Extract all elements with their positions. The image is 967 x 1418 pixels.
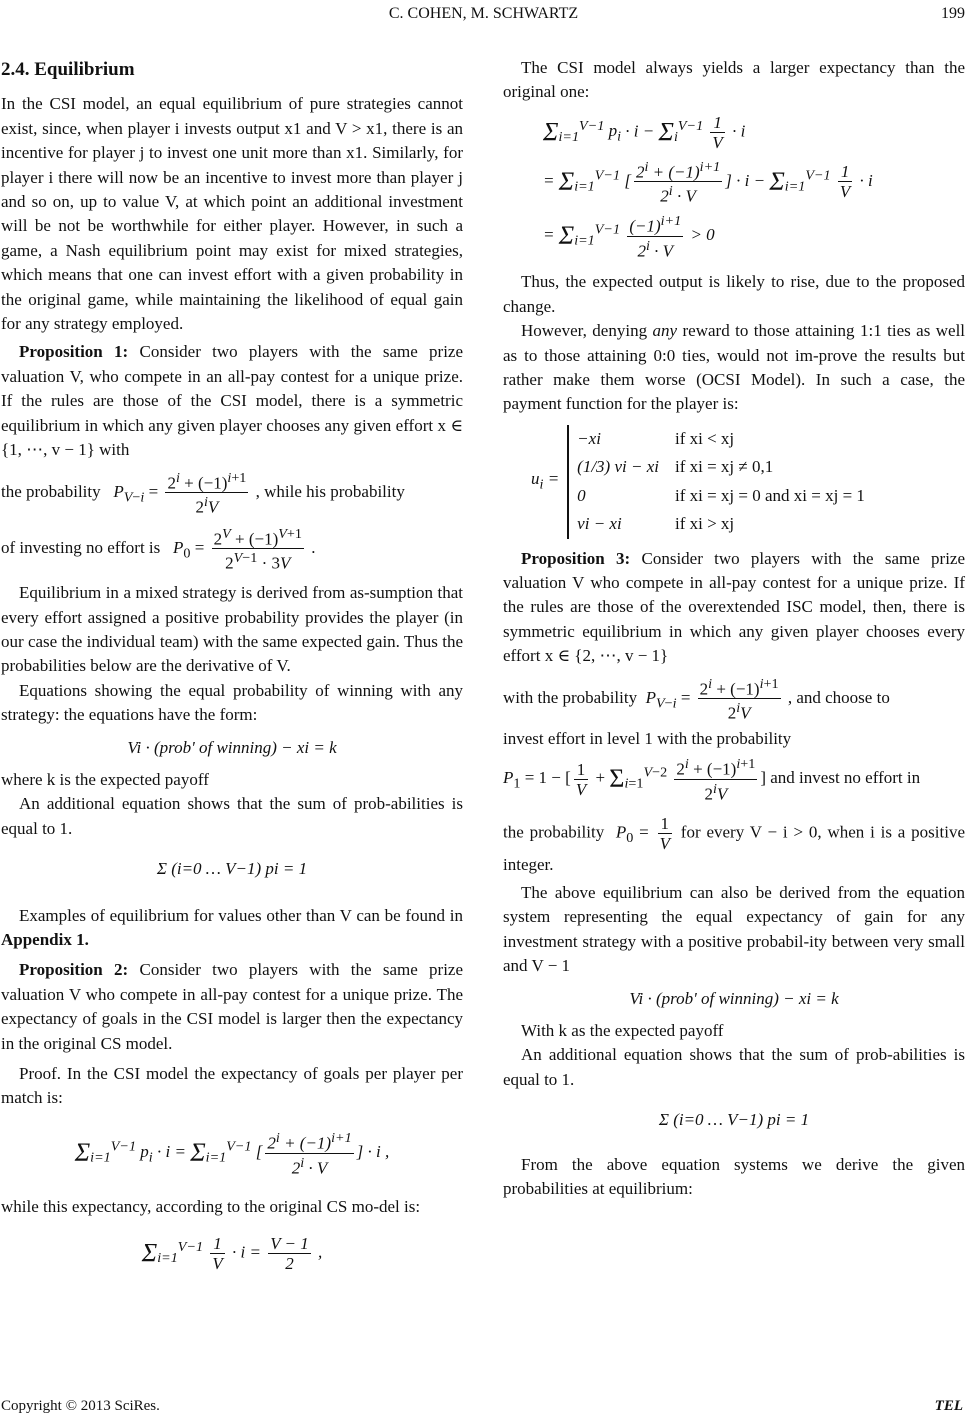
case-condition: if xi > xj xyxy=(674,514,735,534)
paragraph: The above equilibrium can also be derived from the equation system representing the equal expectancy of gain for any investment strategy with a positive probabil-ity between very small and V − 1 xyxy=(503,882,965,976)
proposition-2 xyxy=(1,958,463,1056)
paragraph xyxy=(1,904,463,953)
equation-sum: Σ (i=0 … V−1) pi = 1 xyxy=(156,859,308,879)
appendix-reference: Appendix 1. xyxy=(1,930,89,949)
case-value: (1/3) vi − xi xyxy=(568,453,667,481)
section-title: 2.4. Equilibrium xyxy=(1,59,135,80)
text: of investing no effort is xyxy=(1,537,161,557)
text: Examples of equilibrium for values other than V can be found in xyxy=(19,905,463,925)
no-effort-line: of investing no effort is $P_0$ = $\frac{2^V + (-1)^{V+1}}{2^{V-1} \cdot 3V}$ . xyxy=(1,525,316,574)
text: and invest no effort in xyxy=(770,768,921,788)
journal-name: TEL xyxy=(934,1398,963,1414)
case-value: vi − xi xyxy=(568,510,667,538)
paragraph: An additional equation shows that the sum of prob-abilities is equal to 1. xyxy=(1,794,463,838)
page-number: 199 xyxy=(941,5,965,22)
probability-line: the probability $P_{V-i}$ = $\frac{2^i + (-1)^{i+1}}{2^iV}$ , while his probability xyxy=(1,469,405,517)
text: However, denying xyxy=(521,321,648,341)
paragraph: From the above equation systems we derive the given probabilities at equilibrium: xyxy=(503,1154,965,1199)
equation-comparison: $\Sigma_{i=1}^{V-1}$ $p_i \cdot i - \Sigma_i^{V-1}$ $\frac{1}{V}$ · i = $\Sigma_{i=1}^{V-1}$ [ $\frac{2^i + (-1)^{i+1}}{2^i \cdot V}$ ] · $i - \Sigma_{i=1}^{V-1}$ $\frac{1}{V}$ · i = $\Sigma_{i=1}^{V-1}$ $\frac{(-1)^{i+1}}{2^i \cdot V}$ > 0 xyxy=(543,112,873,261)
proposition-text: Consider two players with the same prize valuation V, who compete in an all-pay contest for a unique prize. If the rules are those of the CSI model, there is a symmetric equilibrium in which any given player chooses any given effort x ∈ {1, ⋯, v − 1} with xyxy=(1,342,464,460)
emphasis: any xyxy=(652,321,678,341)
equation-csi-expectancy: $\Sigma_{i=1}^{V-1}$ $p_i \cdot i = \Sigma_{i=1}^{V-1}$ [ $\frac{2^i + (-1)^{i+1}}{2^i \cdot V}$ ] · i , xyxy=(74,1129,390,1178)
paragraph: invest effort in level 1 with the probability xyxy=(503,728,792,748)
paragraph: Equilibrium in a mixed strategy is derived from as-sumption that every effort assigned a positive probability provides the player (in our case the individual team) with the same expected gain. Thus the probabilities below are the derivative of V. xyxy=(1,583,463,676)
probability-line: with the probability $P_{V-i}$ = $\frac{2^i + (-1)^{i+1}}{2^iV}$ , and choose to xyxy=(503,675,890,723)
formula-fraction: $\frac{2^i + (-1)^{i+1}}{2^iV}$ xyxy=(167,469,247,517)
paragraph: In the CSI model, an equal equilibrium of pure strategies cannot exist, since, when player i invests output x1 and V > x1, there is an incentive for player j to invest one unit more than x1. Similarly, for player i there will now be an incentive to invest more than player j and so on, up to value V, at which point an additional investment will be not be worthwhile for either player. However, in such a game, a Nash equilibrium point may exist for mixed strategies, which means that one can invest effort with a given probability in the original game, while maintaining the likelihood of equal gain for any strategy employed. xyxy=(1,94,463,334)
proposition-3 xyxy=(503,547,965,669)
paragraph: An additional equation shows that the sum of prob-abilities is equal to 1. xyxy=(503,1045,965,1089)
equation-winning: Vi · (prob' of winning) − xi = k xyxy=(629,988,839,1008)
function-symbol: $u_i$ = xyxy=(531,468,560,493)
text: for every V − i > 0, when i is a positive integer. xyxy=(503,821,966,874)
payment-function xyxy=(523,425,965,539)
paragraph: With k as the expected payoff xyxy=(521,1021,724,1040)
equation-cs-expectancy: $\Sigma_{i=1}^{V-1}$ $\frac{1}{V}$ · i = $\frac{V - 1}{2}$ , xyxy=(141,1233,323,1273)
proposition-label: Proposition 2: xyxy=(19,960,129,980)
proposition-label: Proposition 1: xyxy=(19,342,129,362)
no-effort-line: the probability $P_0$ = $\frac{1}{V}$ for every V − i > 0, when i is a positive integer. xyxy=(503,813,966,874)
left-column xyxy=(1,52,463,1287)
proposition-text: Consider two players with the same prize valuation V who compete in all-pay contest for a unique prize. The expectancy of goals in the CSI model is larger then the expectancy in the original CS model. xyxy=(1,960,464,1053)
formula-fraction: $\frac{2^V + (-1)^{V+1}}{2^{V-1} \cdot 3V}$ xyxy=(213,525,302,574)
equation-winning: Vi · (prob' of winning) − xi = k xyxy=(127,737,337,757)
text: , while his probability xyxy=(255,481,405,501)
text: , and choose to xyxy=(787,687,890,707)
case-condition: if xi = xj = 0 and xi = xj = 1 xyxy=(674,485,865,505)
proposition-text: Consider two players with the same prize valuation V who compete in all-pay contest for a unique prize. If the rules are those of the overextended ISC model, then, there is symmetric equilibrium in which any given player chooses every effort x ∈ {2, ⋯, v − 1} xyxy=(503,548,966,666)
running-header: C. COHEN, M. SCHWARTZ xyxy=(388,5,579,22)
case-value: 0 xyxy=(568,482,667,510)
text: reward to those attaining 1:1 ties as well as to those attaining 0:0 ties, would not im-prove the results but rather make them worse (OCSI Model). In such a case, the payment function for the player is: xyxy=(503,321,966,414)
case-condition: if xi = xj ≠ 0,1 xyxy=(674,457,774,477)
paragraph: The CSI model always yields a larger expectancy than the original one: xyxy=(503,58,965,102)
proposition-1 xyxy=(1,340,463,462)
text: the probability xyxy=(503,821,605,841)
paragraph: where k is the expected payoff xyxy=(1,769,209,789)
case-value: −xi xyxy=(568,425,667,453)
right-column xyxy=(503,52,965,1201)
copyright: Copyright © 2013 SciRes. xyxy=(1,1398,160,1414)
paragraph: while this expectancy, according to the original CS mo-del is: xyxy=(1,1197,421,1217)
paragraph: Equations showing the equal probability of winning with any strategy: the equations have the form: xyxy=(1,680,463,725)
text: the probability xyxy=(1,481,101,501)
paragraph: Proof. In the CSI model the expectancy of goals per player per match is: xyxy=(1,1064,463,1108)
case-condition: if xi < xj xyxy=(674,428,735,448)
level1-probability: $P_1 = 1$ − [ $\frac{1}{V}$ + $\Sigma_{i=1}^{V-2}$ $\frac{2^i + (-1)^{i+1}}{2^iV}$ ] and invest no effort in xyxy=(503,756,921,804)
paragraph: Thus, the expected output is likely to rise, due to the proposed change. xyxy=(503,272,965,316)
formula-fraction: $\frac{2^i + (-1)^{i+1}}{2^iV}$ xyxy=(699,675,779,723)
equation-sum: Σ (i=0 … V−1) pi = 1 xyxy=(658,1110,810,1130)
proposition-label: Proposition 3: xyxy=(521,548,631,568)
text: with the probability xyxy=(503,687,638,707)
paragraph xyxy=(503,319,965,417)
